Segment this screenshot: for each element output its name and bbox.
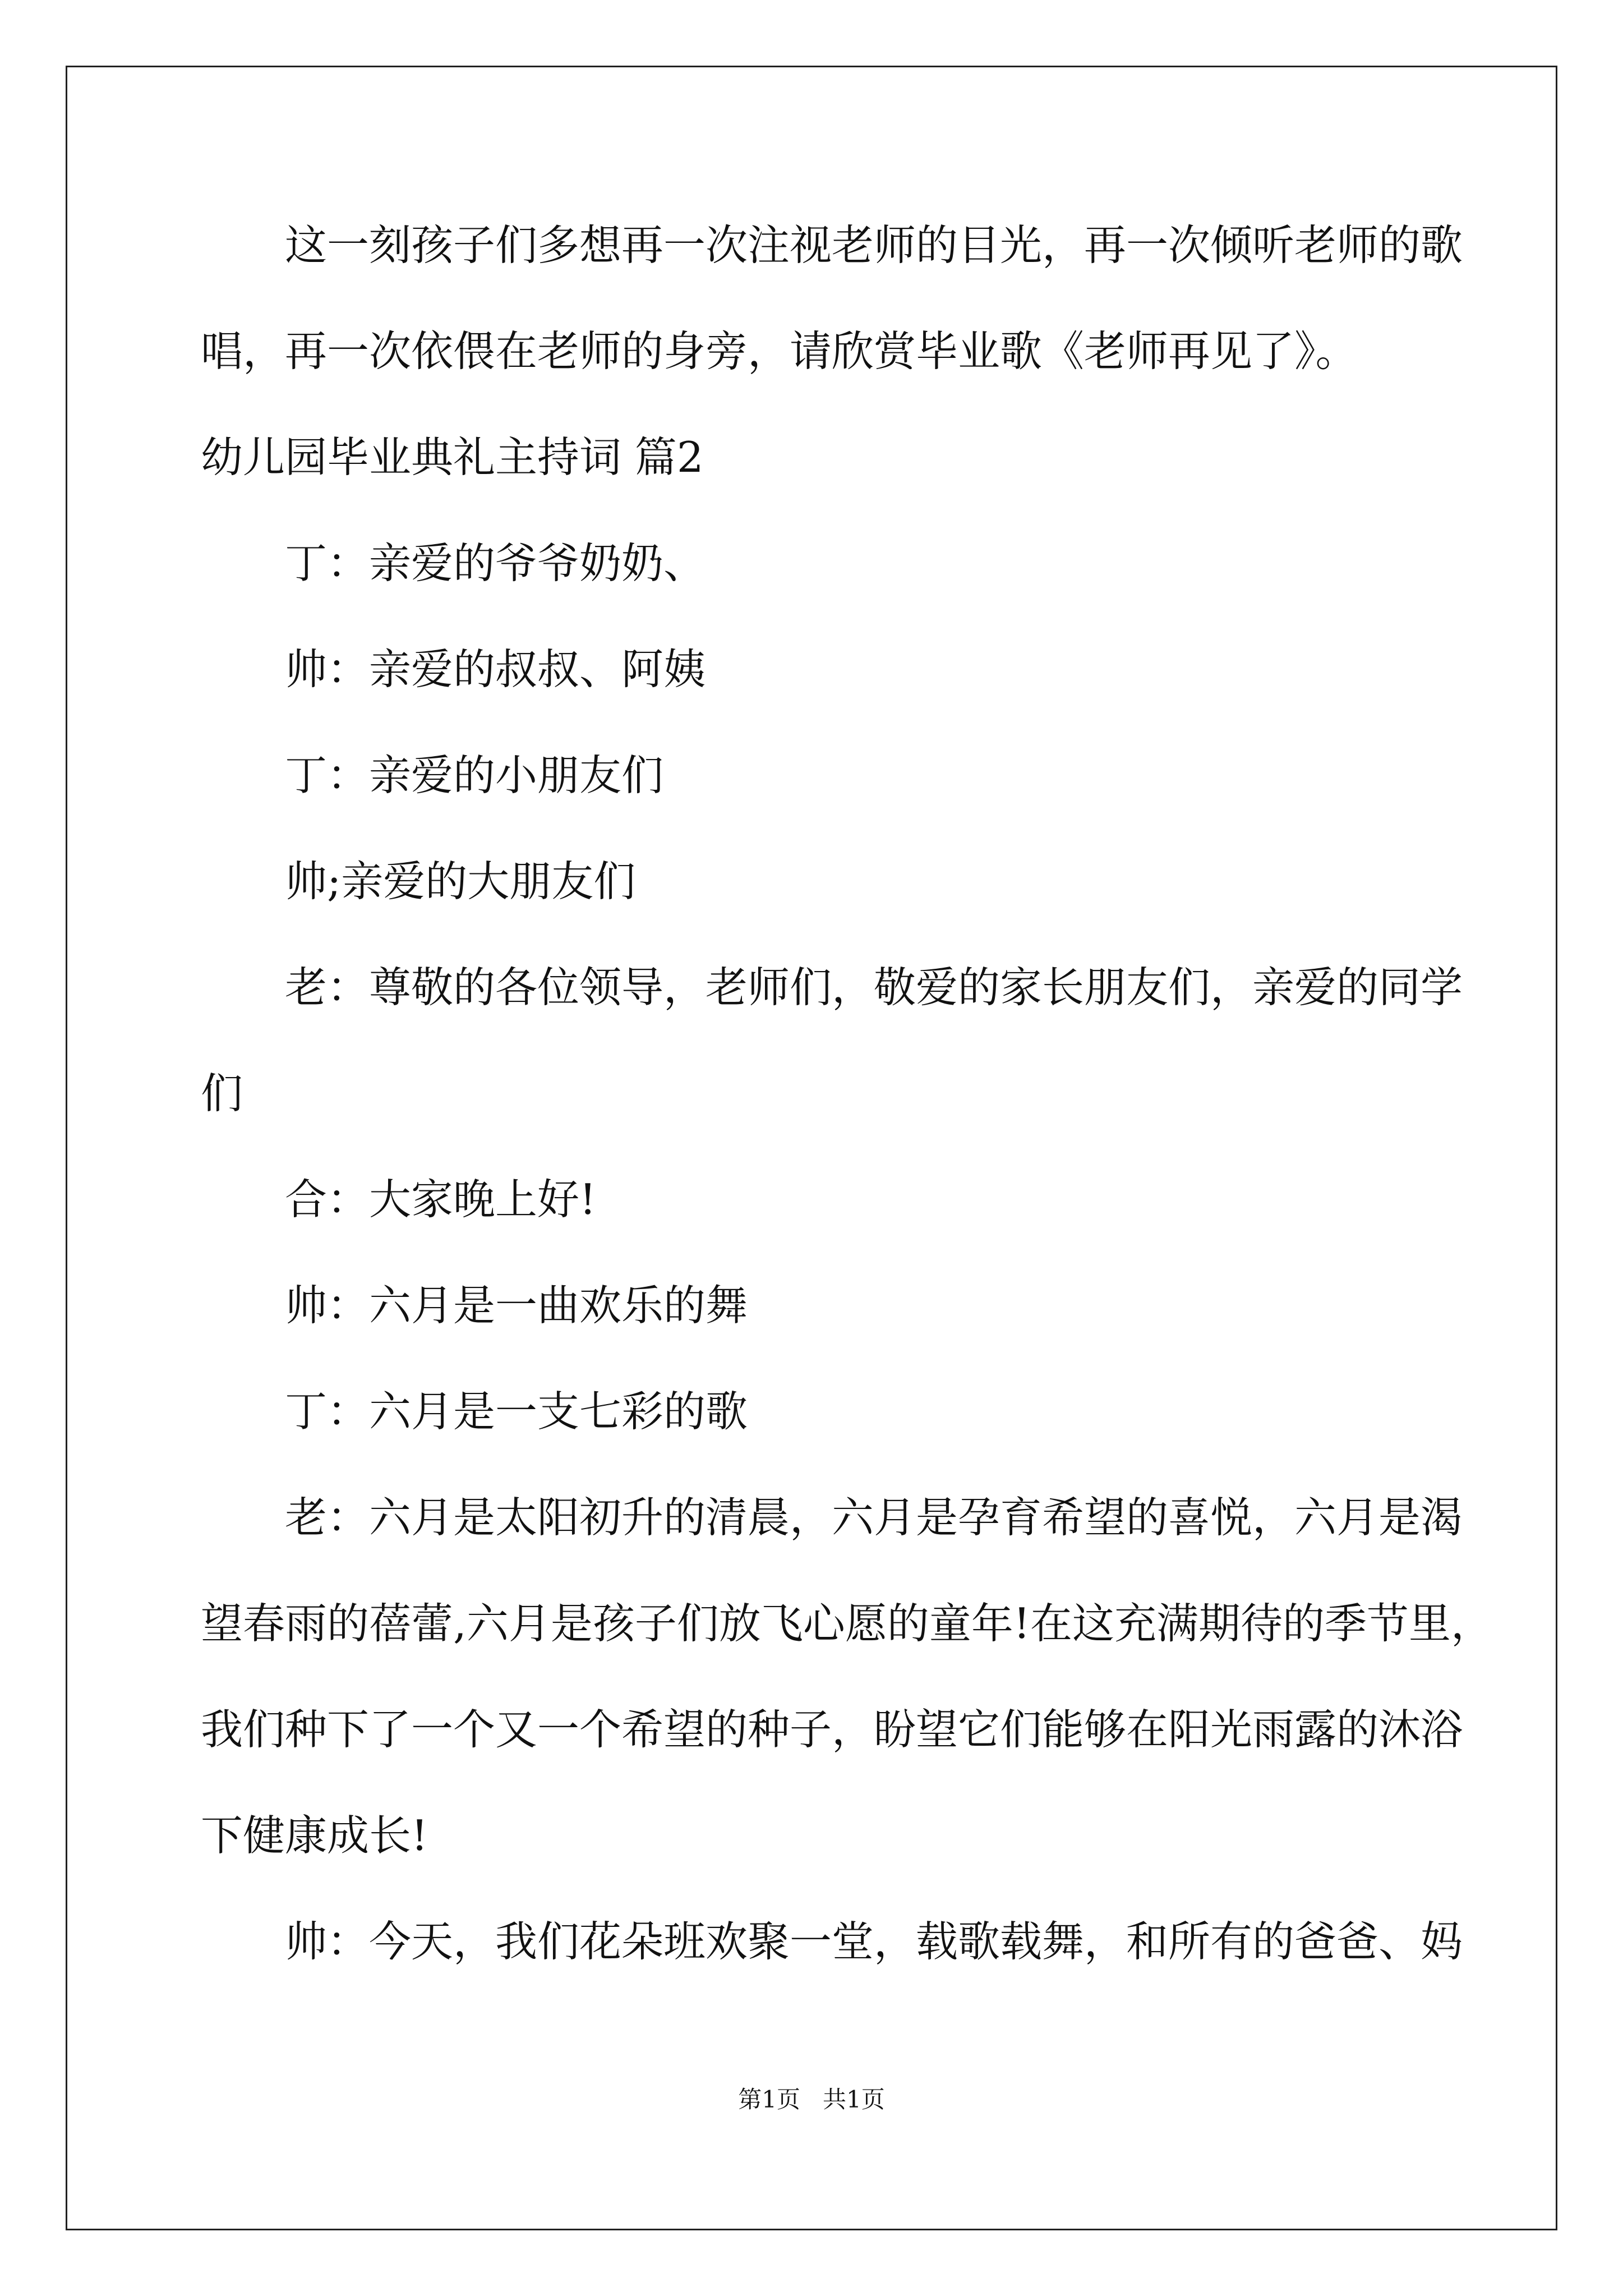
dialogue-line-9-cont-3: 下健康成长! xyxy=(201,1811,428,1860)
dialogue-line-3: 丁：亲爱的小朋友们 xyxy=(285,751,664,800)
section-heading: 幼儿园毕业典礼主持词 篇2 xyxy=(201,432,704,482)
dialogue-line-7: 帅：六月是一曲欢乐的舞 xyxy=(285,1281,748,1330)
dialogue-line-2: 帅：亲爱的叔叔、阿姨 xyxy=(285,645,706,694)
dialogue-line-9-cont-1: 望春雨的蓓蕾,六月是孩子们放飞心愿的童年!在这充满期待的季节里， xyxy=(201,1599,1493,1648)
document-body xyxy=(201,220,1493,2027)
dialogue-line-4: 帅;亲爱的大朋友们 xyxy=(285,857,636,906)
dialogue-line-5-cont: 们 xyxy=(201,1069,243,1118)
dialogue-line-5: 老：尊敬的各位领导，老师们，敬爱的家长朋友们，亲爱的同学 xyxy=(285,963,1463,1012)
dialogue-line-10: 帅：今天，我们花朵班欢聚一堂，载歌载舞，和所有的爸爸、妈 xyxy=(285,1917,1463,1966)
dialogue-line-8: 丁：六月是一支七彩的歌 xyxy=(285,1387,748,1436)
page-footer: 第1页 共1页 xyxy=(738,2086,885,2113)
paragraph-line-2: 唱，再一次依偎在老师的身旁，请欣赏毕业歌《老师再见了》。 xyxy=(201,326,1358,376)
dialogue-line-1: 丁：亲爱的爷爷奶奶、 xyxy=(285,539,706,588)
dialogue-line-6: 合：大家晚上好! xyxy=(285,1175,597,1224)
dialogue-line-9: 老：六月是太阳初升的清晨，六月是孕育希望的喜悦，六月是渴 xyxy=(285,1493,1463,1542)
dialogue-line-9-cont-2: 我们种下了一个又一个希望的种子，盼望它们能够在阳光雨露的沐浴 xyxy=(201,1705,1463,1754)
paragraph-line-1: 这一刻孩子们多想再一次注视老师的目光，再一次倾听老师的歌 xyxy=(285,220,1463,270)
